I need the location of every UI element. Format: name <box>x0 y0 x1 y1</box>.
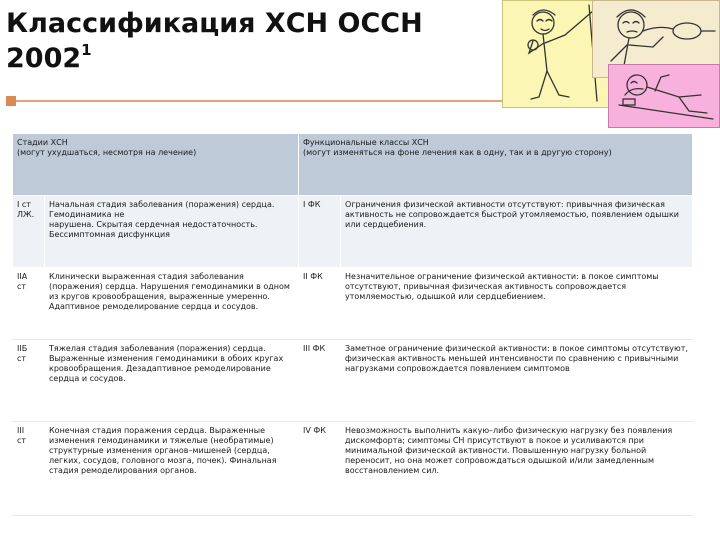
fk-description-cell: Заметное ограничение физической активности: в покое симптомы отсутствуют, физическая активность меньшей интенсивности по сравнению с привычными нагрузками сопровождается появлением симптомов <box>341 340 693 422</box>
table-header-row <box>13 134 693 196</box>
header-stages: Стадии ХСН (могут ухудшаться, несмотря на лечение) <box>13 134 299 196</box>
stage-cell: III ст <box>13 422 45 516</box>
stage-description-cell: Начальная стадия заболевания (поражения) сердца. Гемодинамика не нарушена. Скрытая сердечная недостаточность. Бессимптомная дисфункция <box>45 196 299 268</box>
fk-description-cell: Ограничения физической активности отсутствуют: привычная физическая активность не сопровождается быстрой утомляемостью, появлением одышки или сердцебиения. <box>341 196 693 268</box>
title-year: 2002 <box>6 43 82 74</box>
title-footnote-mark: 1 <box>81 41 92 59</box>
stage-cell: I ст ЛЖ. <box>13 196 45 268</box>
header-functional-classes: Функциональные классы ХСН (могут изменяться на фоне лечения как в одну, так и в другую сторону) <box>299 134 693 196</box>
fk-description-cell: Незначительное ограничение физической активности: в покое симптомы отсутствуют, привычная физическая активность сопровождается утомляемостью, одышкой или сердцебиением. <box>341 268 693 340</box>
stage-description-cell: Конечная стадия поражения сердца. Выраженные изменения гемодинамики и тяжелые (необратимые) структурные изменения органов–мишеней (сердца, легких, сосудов, головного мозга, почек). Финальная стадия ремоделирования органов. <box>45 422 299 516</box>
fk-cell: III ФК <box>299 340 341 422</box>
table-row <box>13 340 693 422</box>
accent-square <box>6 96 16 106</box>
fk-cell: IV ФК <box>299 422 341 516</box>
stage-description-cell: Тяжелая стадия заболевания (поражения) сердца. Выраженные изменения гемодинамики в обоих кругах кровообращения. Дезадаптивное ремоделирование сердца и сосудов. <box>45 340 299 422</box>
table-row <box>13 196 693 268</box>
fk-description-cell: Невозможность выполнить какую–либо физическую нагрузку без появления дискомфорта; симптомы СН присутствуют в покое и усиливаются при минимальной физической активности. Повышенную нагрузку больной переносит, но она может сопровождаться одышкой и/или замедленным восстановлением сил. <box>341 422 693 516</box>
fk-cell: I ФК <box>299 196 341 268</box>
title-line-2 <box>6 41 476 76</box>
cartoon-man-lying <box>608 64 720 128</box>
chf-classification-table <box>12 133 693 516</box>
stage-cell: IIА ст <box>13 268 45 340</box>
title-line-1: Классификация ХСН ОССН <box>6 8 423 39</box>
table-row <box>13 268 693 340</box>
fk-cell: II ФК <box>299 268 341 340</box>
table-row <box>13 422 693 516</box>
stage-cell: IIБ ст <box>13 340 45 422</box>
stage-description-cell: Клинически выраженная стадия заболевания (поражения) сердца. Нарушения гемодинамики в одном из кругов кровообращения, выраженные умеренно. Адаптивное ремоделирование сердца и сосудов. <box>45 268 299 340</box>
page-title <box>6 6 476 76</box>
